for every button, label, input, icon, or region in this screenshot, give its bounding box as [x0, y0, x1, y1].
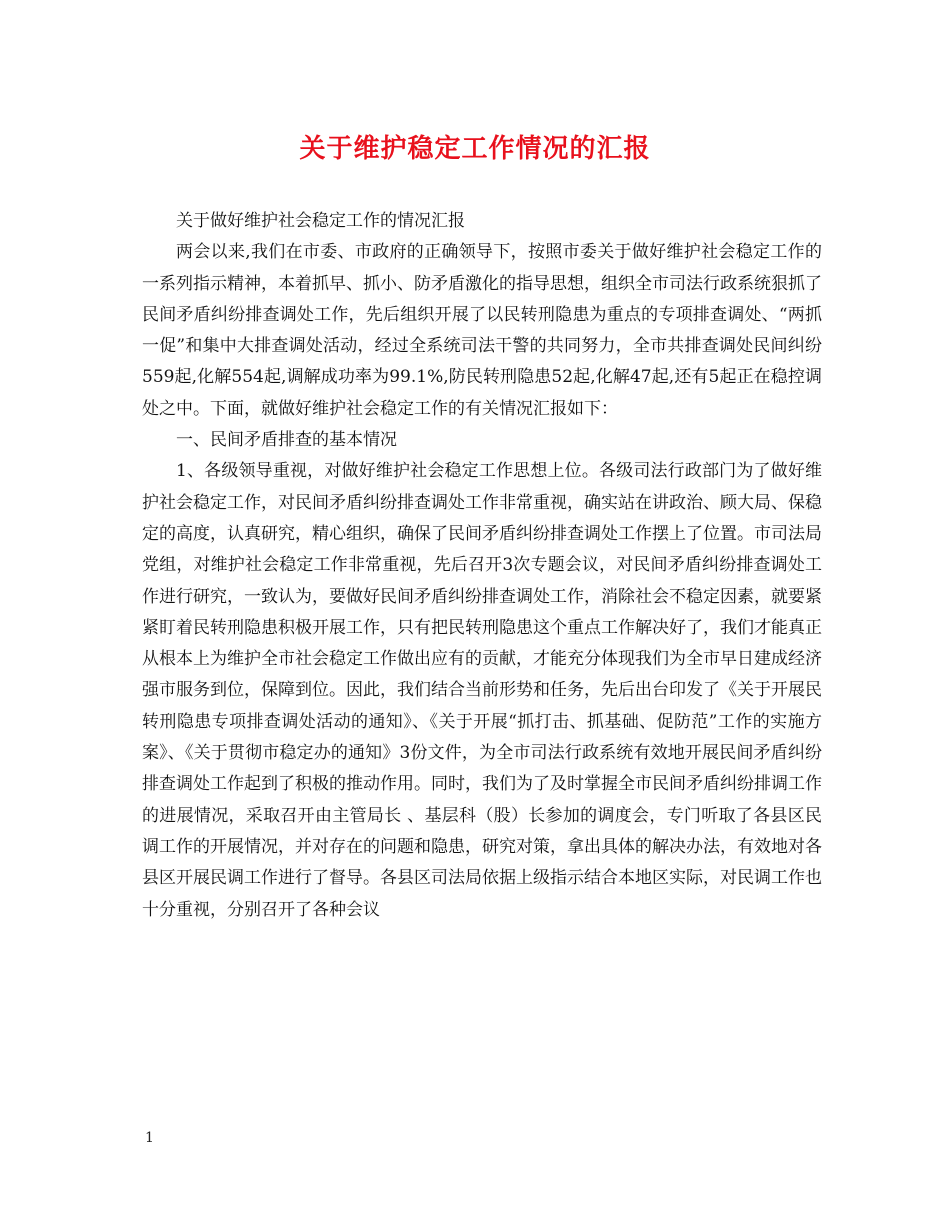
document-title: 关于维护稳定工作情况的汇报	[299, 134, 651, 164]
section-heading: 一、民间矛盾排查的基本情况	[176, 430, 397, 451]
page-number: 1	[145, 1130, 154, 1146]
paragraph-subtitle: 关于做好维护社会稳定工作的情况汇报	[176, 211, 465, 231]
paragraph-point-1: 1、各级领导重视，对做好维护社会稳定工作思想上位。各级司法行政部门为了做好维护社会稳定工作，对民间矛盾纠纷排查调处工作非常重视，确实站在讲政治、顾大局、保稳定的高度，认真研究，精心组织，确保了民间矛盾纠纷排查调处工作摆上了位置。市司法局党组，对维护社会稳定工作非常重视，先后召开3次专题会议，对民间矛盾纠纷排查调处工作进行研究，一致认为，要做好民间矛盾纠纷排查调处工作，消除社会不稳定因素，就要紧紧盯着民转刑隐患积极开展工作，只有把民转刑隐患这个重点工作解决好了，我们才能真正从根本上为维护全市社会稳定工作做出应有的贡献，才能充分体现我们为全市早日建成经济强市服务到位，保障到位。因此，我们结合当前形势和任务，先后出台印发了《关于开展民转刑隐患专项排查调处活动的通知》、《关于开展“抓打击、抓基础、促防范”工作的实施方案》、《关于贯彻市稳定办的通知》3份文件，为全市司法行政系统有效地开展民间矛盾纠纷排查调处工作起到了积极的推动作用。同时，我们为了及时掌握全市民间矛盾纠纷排调工作的进展情况，采取召开由主管局长 、基层科（股）长参加的调度会，专门听取了各县区民调工作的开展情况，并对存在的问题和隐患，研究对策，拿出具体的解决办法，有效地对各县区开展民调工作进行了督导。各县区司法局依据上级指示结合本地区实际，对民调工作也十分重视，分别召开了各种会议	[142, 461, 822, 920]
document-body	[142, 206, 822, 926]
paragraph-intro: 两会以来,我们在市委、市政府的正确领导下，按照市委关于做好维护社会稳定工作的一系列指示精神，本着抓早、抓小、防矛盾激化的指导思想，组织全市司法行政系统狠抓了民间矛盾纠纷排查调处工作，先后组织开展了以民转刑隐患为重点的专项排查调处、“两抓一促”和集中大排查调处活动，经过全系统司法干警的共同努力，全市共排查调处民间纠纷559起,化解554起,调解成功率为99.1%,防民转刑隐患52起,化解47起,还有5起正在稳控调处之中。下面，就做好维护社会稳定工作的有关情况汇报如下：	[142, 242, 822, 419]
